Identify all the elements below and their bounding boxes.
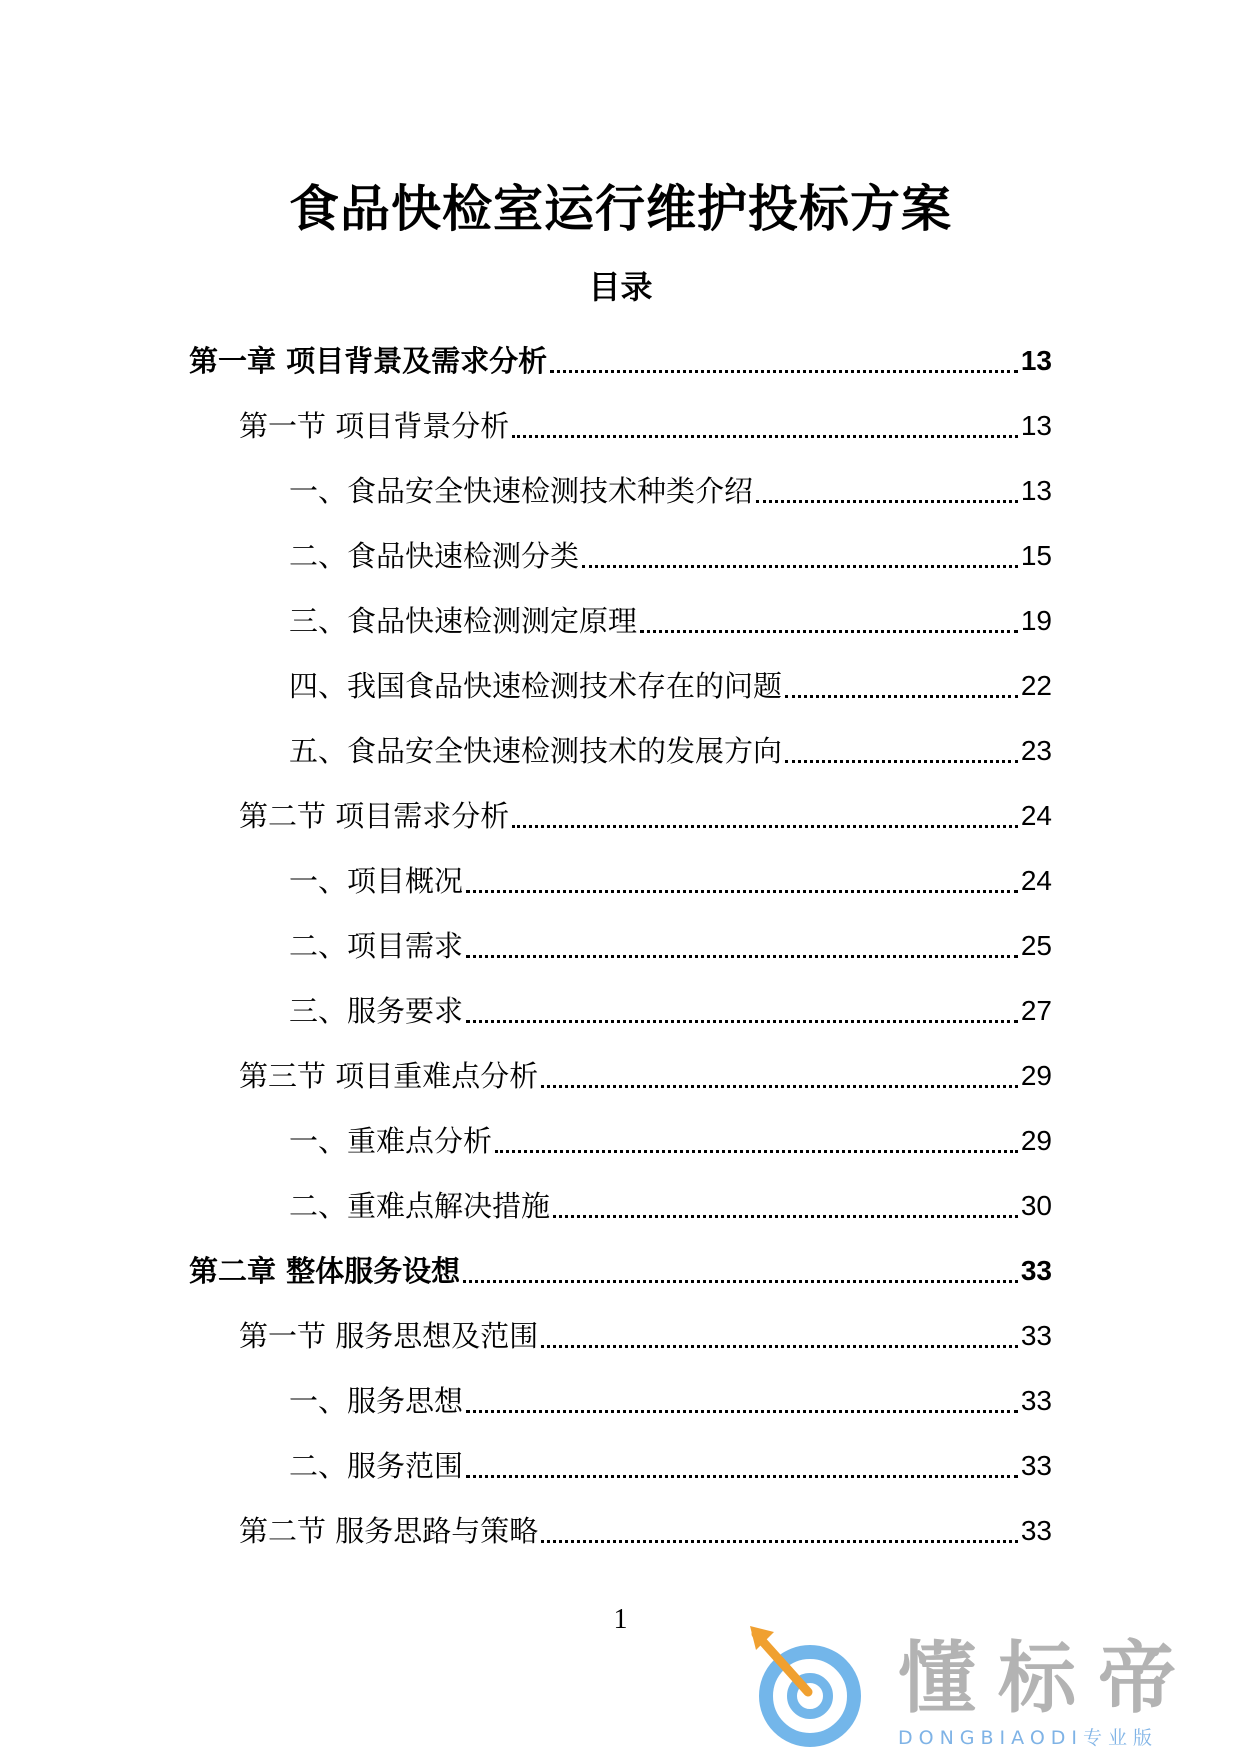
toc-dot-leader	[541, 1345, 1018, 1348]
toc-dot-leader	[512, 435, 1018, 438]
watermark-subtitle: DONGBIAODI专业版	[898, 1727, 1159, 1749]
toc-entry[interactable]	[289, 458, 1052, 523]
toc-entry[interactable]	[289, 1108, 1052, 1173]
toc-entry-title: 第一节 项目背景分析	[239, 408, 510, 443]
toc-entry-page: 22	[1020, 669, 1052, 701]
toc-entry-title: 三、食品快速检测测定原理	[289, 603, 638, 638]
table-of-contents	[0, 328, 1241, 1563]
toc-entry-page: 33	[1020, 1384, 1052, 1416]
toc-entry-title: 二、服务范围	[289, 1448, 464, 1483]
toc-entry-title: 第二节 项目需求分析	[239, 798, 510, 833]
toc-entry-title: 第三节 项目重难点分析	[239, 1058, 539, 1093]
toc-entry-title: 三、服务要求	[289, 993, 464, 1028]
toc-dot-leader	[466, 890, 1018, 893]
toc-entry[interactable]	[189, 1238, 1052, 1303]
toc-entry-page: 33	[1020, 1254, 1052, 1286]
watermark-brand: 懂标帝	[898, 1634, 1199, 1724]
toc-entry-title: 二、项目需求	[289, 928, 464, 963]
toc-entry[interactable]	[289, 523, 1052, 588]
toc-entry-title: 四、我国食品快速检测技术存在的问题	[289, 668, 783, 703]
toc-entry-page: 23	[1020, 734, 1052, 766]
toc-dot-leader	[495, 1150, 1018, 1153]
toc-entry-page: 19	[1020, 604, 1052, 636]
toc-dot-leader	[550, 370, 1018, 373]
toc-entry[interactable]	[189, 328, 1052, 393]
toc-entry-page: 15	[1020, 539, 1052, 571]
toc-entry-page: 13	[1020, 409, 1052, 441]
toc-entry[interactable]	[239, 393, 1052, 458]
toc-entry[interactable]	[289, 718, 1052, 783]
toc-entry-page: 33	[1020, 1514, 1052, 1546]
toc-dot-leader	[512, 825, 1018, 828]
document-title: 食品快检室运行维护投标方案	[289, 180, 952, 238]
toc-entry-title: 一、服务思想	[289, 1383, 464, 1418]
toc-dot-leader	[466, 1410, 1018, 1413]
toc-dot-leader	[541, 1085, 1018, 1088]
toc-entry[interactable]	[289, 978, 1052, 1043]
toc-dot-leader	[541, 1540, 1018, 1543]
toc-entry[interactable]	[289, 848, 1052, 913]
toc-dot-leader	[582, 565, 1018, 568]
toc-entry[interactable]	[289, 1368, 1052, 1433]
toc-entry-page: 13	[1020, 474, 1052, 506]
toc-entry[interactable]	[239, 783, 1052, 848]
toc-entry-title: 第一章 项目背景及需求分析	[189, 343, 548, 378]
toc-entry-title: 第一节 服务思想及范围	[239, 1318, 539, 1353]
watermark	[748, 1624, 1228, 1754]
toc-entry[interactable]	[239, 1043, 1052, 1108]
toc-dot-leader	[785, 760, 1018, 763]
toc-entry-title: 第二节 服务思路与策略	[239, 1513, 539, 1548]
toc-entry[interactable]	[289, 588, 1052, 653]
page-number: 1	[613, 1604, 628, 1635]
toc-entry[interactable]	[289, 1173, 1052, 1238]
target-arrow-icon	[748, 1624, 878, 1754]
toc-dot-leader	[466, 1475, 1018, 1478]
toc-entry-title: 二、食品快速检测分类	[289, 538, 580, 573]
toc-entry-page: 24	[1020, 864, 1052, 896]
toc-entry-title: 一、重难点分析	[289, 1123, 493, 1158]
toc-dot-leader	[756, 500, 1018, 503]
toc-entry-page: 29	[1020, 1059, 1052, 1091]
toc-entry-page: 25	[1020, 929, 1052, 961]
toc-entry-title: 第二章 整体服务设想	[189, 1253, 461, 1288]
toc-entry-page: 30	[1020, 1189, 1052, 1221]
toc-entry-page: 13	[1020, 344, 1052, 376]
toc-entry[interactable]	[289, 913, 1052, 978]
toc-entry-title: 二、重难点解决措施	[289, 1188, 551, 1223]
toc-entry[interactable]	[289, 1433, 1052, 1498]
toc-dot-leader	[466, 1020, 1018, 1023]
toc-dot-leader	[640, 630, 1018, 633]
toc-entry-page: 29	[1020, 1124, 1052, 1156]
toc-dot-leader	[466, 955, 1018, 958]
toc-entry-page: 24	[1020, 799, 1052, 831]
toc-dot-leader	[463, 1280, 1018, 1283]
toc-heading: 目录	[588, 268, 653, 306]
toc-entry[interactable]	[239, 1498, 1052, 1563]
toc-entry-page: 27	[1020, 994, 1052, 1026]
toc-entry-page: 33	[1020, 1449, 1052, 1481]
toc-dot-leader	[785, 695, 1018, 698]
toc-dot-leader	[553, 1215, 1018, 1218]
toc-entry[interactable]	[239, 1303, 1052, 1368]
toc-entry[interactable]	[289, 653, 1052, 718]
toc-entry-page: 33	[1020, 1319, 1052, 1351]
toc-entry-title: 一、项目概况	[289, 863, 464, 898]
toc-entry-title: 五、食品安全快速检测技术的发展方向	[289, 733, 783, 768]
toc-entry-title: 一、食品安全快速检测技术种类介绍	[289, 473, 754, 508]
